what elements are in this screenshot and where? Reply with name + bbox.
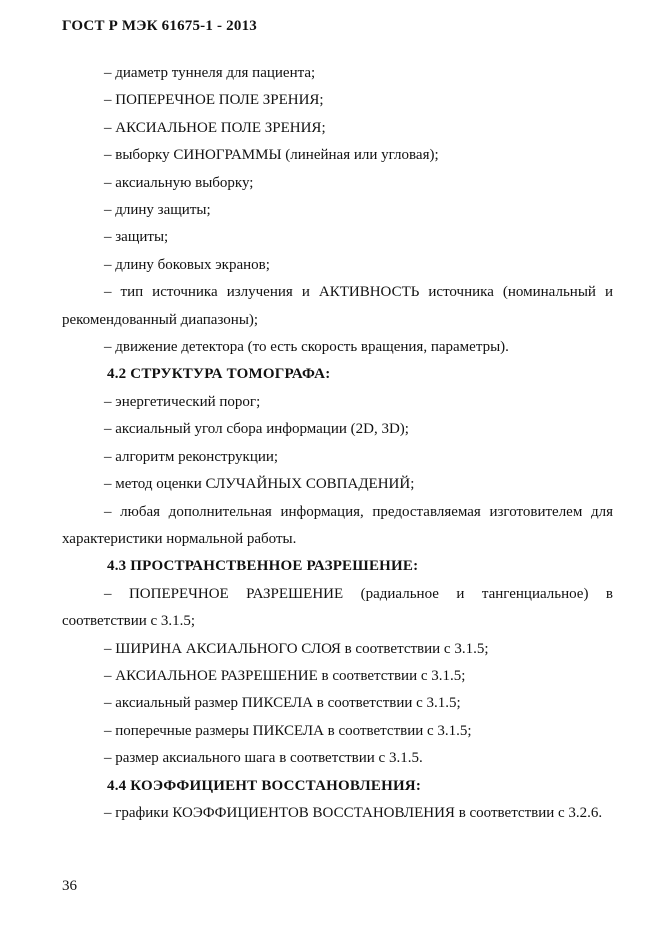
- list-item: – поперечные размеры ПИКСЕЛА в соответствии с 3.1.5;: [104, 722, 472, 739]
- list-item: – аксиальную выборку;: [104, 174, 254, 191]
- list-item: – ШИРИНА АКСИАЛЬНОГО СЛОЯ в соответствии с 3.1.5;: [104, 640, 489, 657]
- list-item: – размер аксиального шага в соответствии с 3.1.5.: [104, 750, 423, 767]
- page-number: 36: [62, 878, 77, 894]
- list-item: – метод оценки СЛУЧАЙНЫХ СОВПАДЕНИЙ;: [104, 476, 415, 493]
- list-item: – ПОПЕРЕЧНОЕ ПОЛЕ ЗРЕНИЯ;: [104, 92, 324, 109]
- list-item: – ПОПЕРЕЧНОЕ РАЗРЕШЕНИЕ (радиальное и тангенциальное) в соответствии с 3.1.5;: [62, 585, 613, 630]
- document-body: [62, 60, 613, 827]
- list-item: – аксиальный размер ПИКСЕЛА в соответствии с 3.1.5;: [104, 695, 461, 712]
- list-item: – графики КОЭФФИЦИЕНТОВ ВОССТАНОВЛЕНИЯ в соответствии с 3.2.6.: [104, 804, 603, 821]
- list-item: – длину защиты;: [104, 202, 211, 219]
- list-item: – АКСИАЛЬНОЕ ПОЛЕ ЗРЕНИЯ;: [104, 119, 326, 136]
- list-item: – АКСИАЛЬНОЕ РАЗРЕШЕНИЕ в соответствии с 3.1.5;: [104, 667, 466, 684]
- list-item: – тип источника излучения и АКТИВНОСТЬ источника (номинальный и рекомендованный диапазоны);: [62, 284, 613, 328]
- list-item: – защиты;: [104, 229, 169, 246]
- list-item: – любая дополнительная информация, предоставляемая изготовителем для характеристики нормальной работы.: [62, 503, 613, 547]
- list-item: – движение детектора (то есть скорость вращения, параметры).: [104, 339, 509, 356]
- list-item: – выборку СИНОГРАММЫ (линейная или угловая);: [104, 147, 439, 164]
- list-item: – алгоритм реконструкции;: [104, 448, 279, 465]
- section-heading: 4.3 ПРОСТРАНСТВЕННОЕ РАЗРЕШЕНИЕ:: [107, 558, 419, 575]
- document-header: ГОСТ Р МЭК 61675-1 - 2013: [62, 18, 257, 34]
- list-item: – энергетический порог;: [104, 393, 261, 410]
- list-item: – аксиальный угол сбора информации (2D, 3D);: [104, 421, 409, 438]
- list-item: – длину боковых экранов;: [104, 256, 270, 273]
- section-heading: 4.4 КОЭФФИЦИЕНТ ВОССТАНОВЛЕНИЯ:: [107, 777, 422, 794]
- section-heading: 4.2 СТРУКТУРА ТОМОГРАФА:: [107, 366, 331, 383]
- list-item: – диаметр туннеля для пациента;: [104, 65, 316, 81]
